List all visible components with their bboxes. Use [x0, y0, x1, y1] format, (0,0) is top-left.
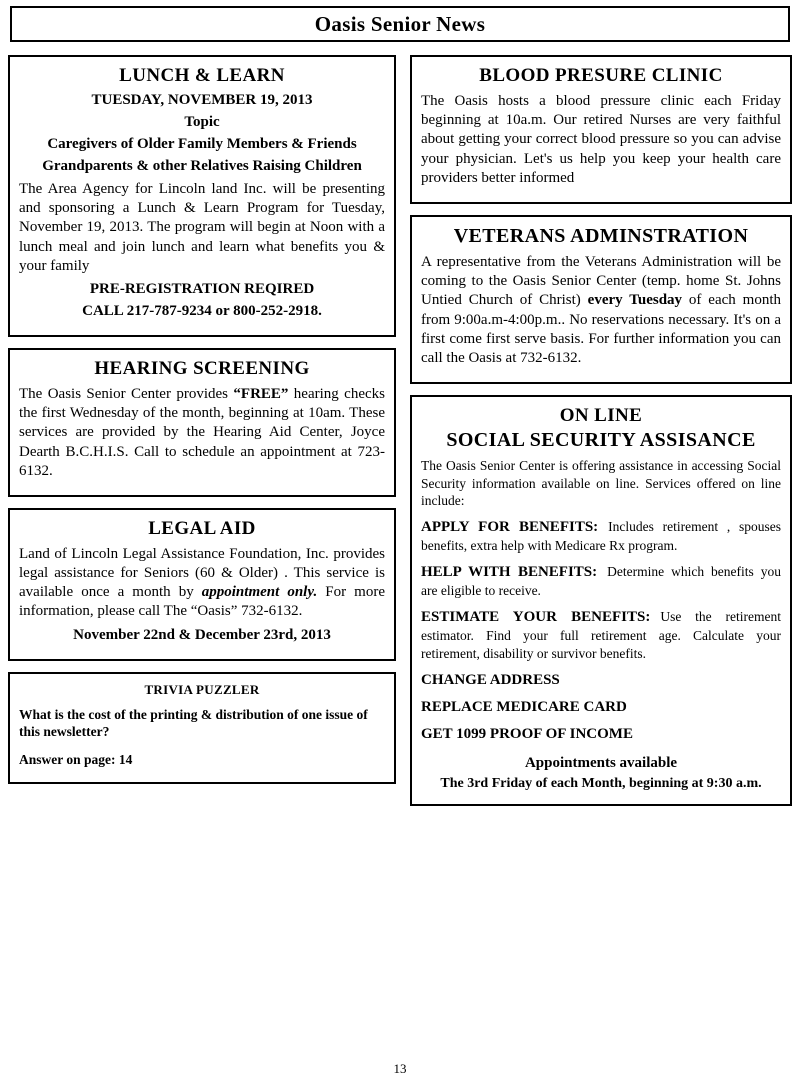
- right-column: [410, 55, 792, 806]
- ss-item-help: [421, 563, 781, 600]
- social-security-heading-online: ON LINE: [559, 405, 643, 427]
- blood-pressure-body: The Oasis hosts a blood pressure clinic each Friday beginning at 10a.m. Our retired Nurses are very faithful about getting your correct blood pressure so you can advise your physician. Let's us help you keep your health care providers better informed: [421, 93, 781, 186]
- trivia-puzzler-heading: TRIVIA PUZZLER: [144, 681, 260, 697]
- legal-aid-body-text-2: For more information, please call The “Oasis” 732-6132.: [19, 584, 385, 620]
- legal-aid-section: [8, 508, 396, 661]
- legal-aid-heading: LEGAL AID: [148, 517, 256, 539]
- lunch-learn-section: [8, 55, 396, 337]
- lunch-learn-topic-line2: Grandparents & other Relatives Raising Children: [42, 158, 362, 174]
- blood-pressure-section: [410, 55, 792, 204]
- hearing-screening-body: [19, 385, 385, 481]
- left-column: [8, 55, 396, 784]
- legal-aid-body: [19, 545, 385, 622]
- ss-change-address: CHANGE ADDRESS: [421, 672, 560, 689]
- ss-item-help-label: HELP WITH BENEFITS:: [421, 563, 598, 580]
- hearing-screening-section: [8, 348, 396, 497]
- trivia-puzzler-section: [8, 672, 396, 785]
- ss-item-estimate-label: ESTIMATE YOUR BENEFITS:: [421, 608, 651, 625]
- trivia-question: What is the cost of the printing & distribution of one issue of this newsletter?: [19, 706, 368, 740]
- page-number: 13: [393, 1061, 407, 1076]
- veterans-heading: VETERANS ADMINSTRATION: [453, 224, 749, 247]
- lunch-learn-preregistration: PRE-REGISTRATION REQIRED: [89, 280, 315, 297]
- ss-item-apply: [421, 518, 781, 555]
- page-title: Oasis Senior News: [314, 11, 486, 36]
- ss-item-apply-text: Includes retirement , spouses benefits, extra help with Medicare Rx program.: [421, 518, 781, 554]
- ss-get-1099: GET 1099 PROOF OF INCOME: [421, 726, 633, 743]
- social-security-intro: The Oasis Senior Center is offering assistance in accessing Social Security information available on line. Services offered on line include:: [421, 458, 781, 509]
- lunch-learn-date: TUESDAY, NOVEMBER 19, 2013: [91, 92, 313, 108]
- ss-item-estimate-text: Use the retirement estimator. Find your full retirement age. Calculate your retirement, disability or survivor benefits.: [421, 608, 781, 661]
- page-header: [10, 6, 790, 42]
- lunch-learn-topic-line1: Caregivers of Older Family Members & Friends: [47, 136, 357, 152]
- hearing-body-text-1: The Oasis Senior Center provides: [19, 385, 234, 402]
- ss-item-apply-label: APPLY FOR BENEFITS:: [421, 518, 599, 535]
- lunch-learn-phone: CALL 217-787-9234 or 800-252-2918.: [82, 302, 322, 319]
- lunch-learn-topic-label: Topic: [184, 114, 220, 130]
- legal-aid-dates: November 22nd & December 23rd, 2013: [73, 626, 331, 643]
- ss-schedule: The 3rd Friday of each Month, beginning at 9:30 a.m.: [440, 776, 762, 792]
- hearing-screening-heading: HEARING SCREENING: [94, 357, 310, 379]
- hearing-body-free: “FREE”: [233, 385, 289, 402]
- veterans-section: [410, 215, 792, 384]
- lunch-learn-heading: LUNCH & LEARN: [119, 65, 285, 86]
- social-security-heading-main: SOCIAL SECURITY ASSISANCE: [446, 429, 756, 452]
- social-security-section: [410, 395, 792, 806]
- ss-appointments-available: Appointments available: [524, 755, 678, 772]
- blood-pressure-heading: BLOOD PRESURE CLINIC: [479, 65, 723, 86]
- ss-item-estimate: [421, 608, 781, 663]
- ss-item-help-text: Determine which benefits you are eligible to receive.: [421, 563, 781, 599]
- veterans-every-tuesday: every Tuesday: [587, 292, 683, 309]
- veterans-body-text-2: of each month from 9:00a.m-4:00p.m.. No reservations necessary. It's on a first come first serve basis. For further information you can call the Oasis at 732-6132.: [421, 292, 781, 366]
- veterans-body: [421, 253, 781, 368]
- trivia-answer: Answer on page: 14: [19, 751, 133, 767]
- content-columns: [8, 55, 792, 806]
- legal-aid-appointment-only: appointment only.: [201, 584, 318, 601]
- hearing-body-text-2: hearing checks the first Wednesday of the month, beginning at 10am. These services are provided by the Hearing Aid Center, Joyce Dearth B.C.H.I.S. Call to schedule an appointment at 723-6132.: [19, 385, 385, 479]
- veterans-body-text-1: A representative from the Veterans Administration will be coming to the Oasis Senior Center (temp. home St. Johns Untied Church of Christ): [421, 253, 781, 309]
- legal-aid-body-text-1: Land of Lincoln Legal Assistance Foundation, Inc. provides legal assistance for Seniors (60 & Older) . This service is available once a month by: [19, 545, 385, 601]
- ss-replace-medicare-card: REPLACE MEDICARE CARD: [421, 699, 627, 716]
- lunch-learn-body: The Area Agency for Lincoln land Inc. will be presenting and sponsoring a Lunch & Learn Program for Tuesday, November 19, 2013. The program will begin at Noon with a lunch meal and join lunch and learn what benefits you & your family: [19, 181, 385, 274]
